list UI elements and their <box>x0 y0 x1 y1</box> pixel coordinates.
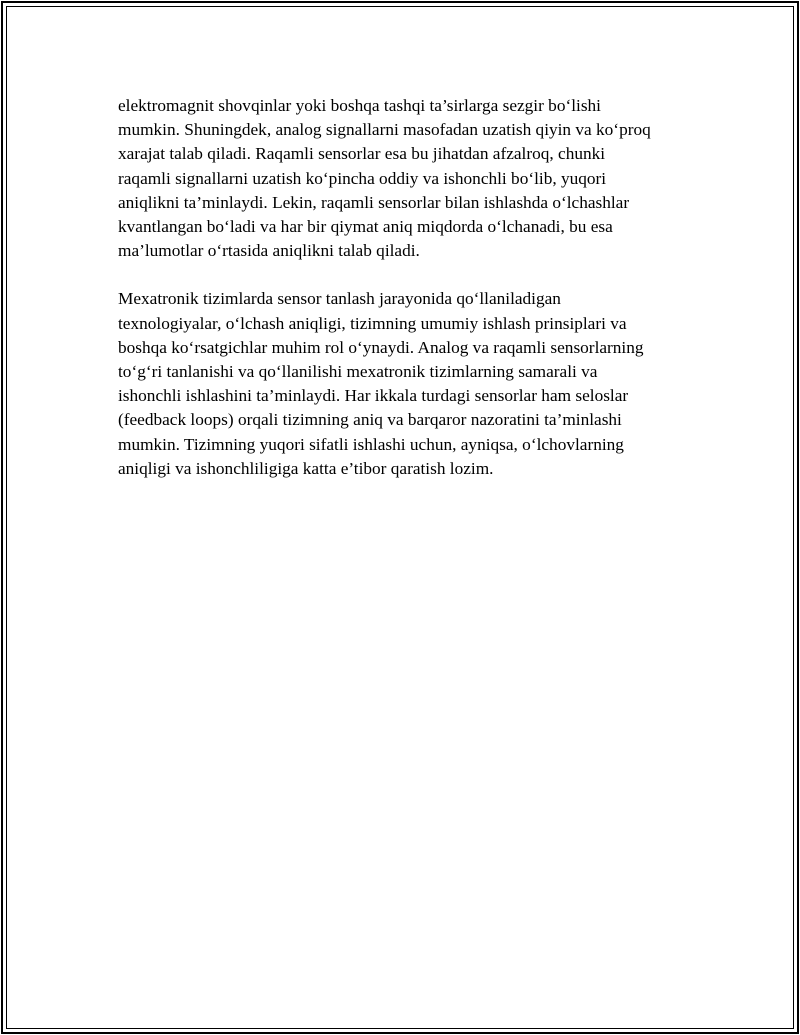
paragraph-1 <box>118 94 698 263</box>
text-line: boshqa ko‘rsatgichlar muhim rol o‘ynaydi. Analog va raqamli sensorlarning <box>118 337 644 357</box>
text-line: (feedback loops) orqali tizimning aniq va barqaror nazoratini ta’minlashi <box>118 410 622 430</box>
text-line: elektromagnit shovqinlar yoki boshqa tashqi ta’sirlarga sezgir bo‘lishi <box>118 96 601 115</box>
text-line: ishonchli ishlashini ta’minlaydi. Har ikkala turdagi sensorlar ham seloslar <box>118 386 629 406</box>
text-line: aniqligi va ishonchliligiga katta e’tibor qaratish lozim. <box>118 458 494 478</box>
paragraph-2 <box>118 287 698 481</box>
text-line: xarajat talab qiladi. Raqamli sensorlar esa bu jihatdan afzalroq, chunki <box>118 144 606 164</box>
text-line: mumkin. Tizimning yuqori sifatli ishlashi uchun, ayniqsa, o‘lchovlarning <box>118 434 624 454</box>
text-line: raqamli signallarni uzatish ko‘pincha oddiy va ishonchli bo‘lib, yuqori <box>118 168 607 188</box>
text-line: aniqlikni ta’minlaydi. Lekin, raqamli sensorlar bilan ishlashda o‘lchashlar <box>118 192 630 212</box>
text-line: kvantlangan bo‘ladi va har bir qiymat aniq miqdorda o‘lchanadi, bu esa <box>118 217 613 237</box>
text-line: to‘g‘ri tanlanishi va qo‘llanilishi mexatronik tizimlarning samarali va <box>118 362 598 382</box>
text-line: texnologiyalar, o‘lchash aniqligi, tizimning umumiy ishlash prinsiplari va <box>118 313 627 333</box>
text-line: mumkin. Shuningdek, analog signallarni masofadan uzatish qiyin va ko‘proq <box>118 120 651 140</box>
text-line: Mexatronik tizimlarda sensor tanlash jarayonida qo‘llaniladigan <box>118 289 561 309</box>
text-line: ma’lumotlar o‘rtasida aniqlikni talab qiladi. <box>118 241 420 261</box>
document-body <box>118 94 698 481</box>
